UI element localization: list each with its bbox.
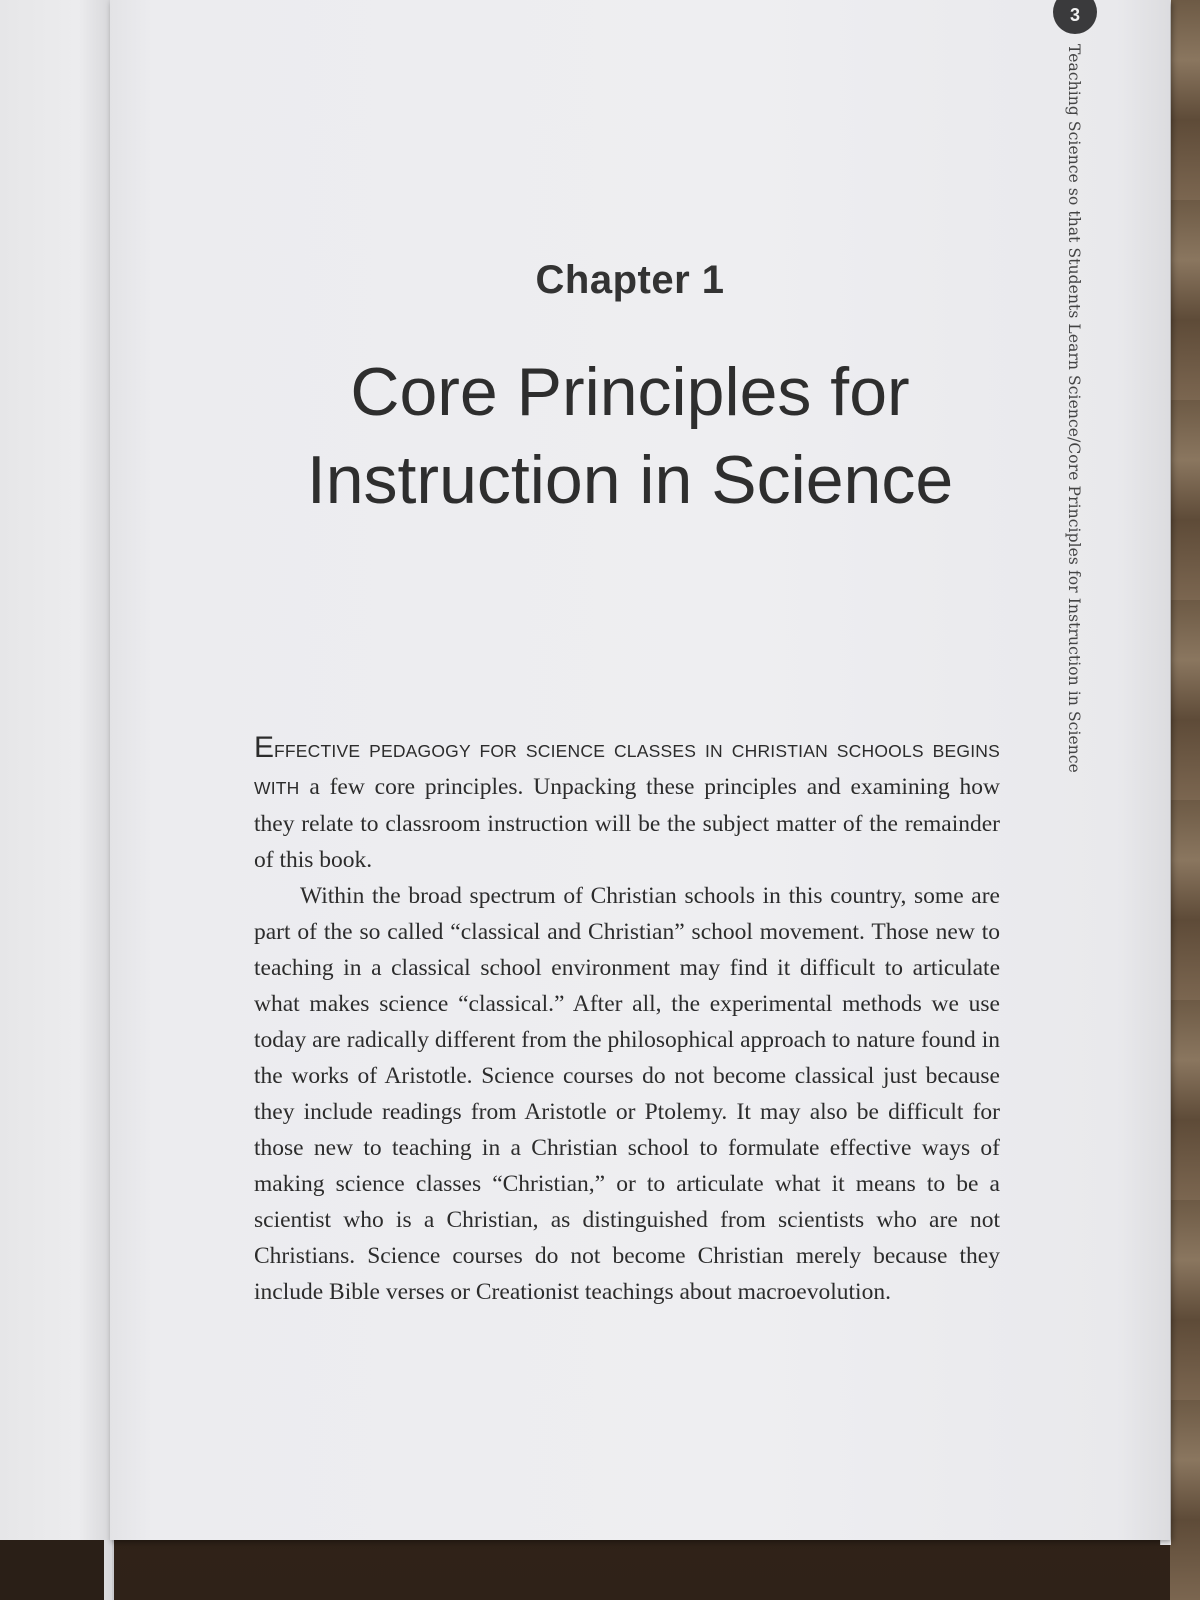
chapter-label: Chapter 1 <box>535 258 725 302</box>
paragraph-1 <box>254 732 1000 878</box>
wood-surface <box>1170 0 1200 1600</box>
shadow-gap <box>0 1540 104 1600</box>
chapter-title-line-1: Core Principles for <box>350 354 910 430</box>
small-caps-lead-in: FFECTIVE PEDAGOGY FOR SCIENCE CLASSES IN CHRISTIAN SCHOOLS BEGINS WITH <box>254 741 1000 798</box>
page-number: 3 <box>1053 0 1097 34</box>
paragraph-1-text: a few core principles. Unpacking these principles and examining how they relate to classroom instruction will be the subject matter of the remainder of this book. <box>254 774 1001 873</box>
drop-cap: E <box>254 731 275 764</box>
facing-page-edge <box>0 0 114 1600</box>
paragraph-2: Within the broad spectrum of Christian schools in this country, some are part of the so called “classical and Christian” school movement. Those new to teaching in a classical school environment may find it difficult to articulate what makes science “classical.” After all, the experimental methods we use today are radically different from the philosophical approach to nature found in the works of Aristotle. Science courses do not become classical just because they include readings from Aristotle or Ptolemy. It may also be difficult for those new to teaching in a Christian school to formulate effective ways of making science classes “Christian,” or to articulate what it means to be a scientist who is a Christian, as distinguished from scientists who are not Christians. Science courses do not become Christian merely because they include Bible verses or Creationist teachings about macroevolution. <box>254 883 1000 1305</box>
running-head-text: Teaching Science so that Students Learn Science/Core Principles for Instruction in Science <box>1065 44 1083 773</box>
body-text <box>254 732 1000 1310</box>
chapter-title-line-2: Instruction in Science <box>306 442 954 518</box>
chapter-title <box>250 348 1010 524</box>
running-head <box>1063 44 1085 804</box>
